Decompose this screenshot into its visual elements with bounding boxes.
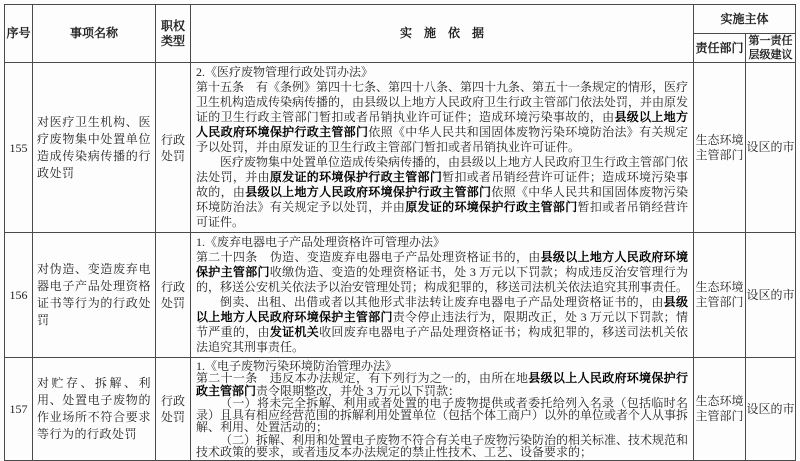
level-cell: 设区的市 xyxy=(746,358,796,461)
row-seq: 157 xyxy=(5,358,33,461)
item-name-cell: 对医疗卫生机构、医疗废物集中处置单位造成传染病传播的行政处罚 xyxy=(33,63,156,233)
legal-basis-cell: 1.《废弃电器电子产品处理资格许可管理办法》 第二十四条 伪造、变造废弃电器电子产品处理资格证书的，由县级以上地方人民政府环境保护主管部门收缴伪造、变造的处理资格证书，处 3 万元以下罚款；构成违反治安管理行为的，移送公安机关依法予以治安管理处罚；构成犯罪的，移送司法机关依法追究其刑事责任。 倒卖、出租、出借或者以其他形式非法转让废弃电器电子产品处理资格证书的，由县级以上地方人民政府环境保护主管部门责令停止违法行为，限期改正，处 3 万元以下罚款；情节严重的，由发证机关收回废弃电器电子产品处理资格证书；构成犯罪的，移送司法机关依法追究其刑事责任。 xyxy=(191,233,694,358)
header-level: 第一责任层级建议 xyxy=(746,34,796,63)
item-name-cell: 对伪造、变造废弃电器电子产品处理资格证书等行为的行政处罚 xyxy=(33,233,156,358)
header-subject: 实施主体 xyxy=(694,5,796,34)
authority-items-table xyxy=(4,4,796,461)
department-cell: 生态环境主管部门 xyxy=(694,233,746,358)
table-row xyxy=(5,358,796,461)
level-cell: 设区的市 xyxy=(746,63,796,233)
table-row xyxy=(5,233,796,358)
row-seq: 155 xyxy=(5,63,33,233)
header-department: 责任部门 xyxy=(694,34,746,63)
power-type-cell: 行政处罚 xyxy=(156,63,191,233)
department-cell: 生态环境主管部门 xyxy=(694,358,746,461)
power-type-cell: 行政处罚 xyxy=(156,233,191,358)
document-page xyxy=(4,4,796,461)
row-seq: 156 xyxy=(5,233,33,358)
department-cell: 生态环境主管部门 xyxy=(694,63,746,233)
level-cell: 设区的市 xyxy=(746,233,796,358)
header-basis: 实 施 依 据 xyxy=(191,5,694,63)
header-seq: 序号 xyxy=(5,5,33,63)
header-item-name: 事项名称 xyxy=(33,5,156,63)
power-type-cell: 行政处罚 xyxy=(156,358,191,461)
legal-basis-cell: 2.《医疗废物管理行政处罚办法》 第十五条 有《条例》第四十七条、第四十八条、第四十九条、第五十一条规定的情形，医疗卫生机构造成传染病传播的，由县级以上地方人民政府卫生行政主管部门依法处罚，并由原发证的卫生行政主管部门暂扣或者吊销执业许可证件；造成环境污染事故的，由县级以上地方人民政府环境保护行政主管部门依照《中华人民共和国固体废物污染环境防治法》有关规定予以处罚，并由原发证的卫生行政主管部门暂扣或者吊销执业许可证件。 医疗废物集中处置单位造成传染病传播的，由县级以上地方人民政府卫生行政主管部门依法处罚，并由原发证的环境保护行政主管部门暂扣或者吊销经营许可证件；造成环境污染事故的，由县级以上地方人民政府环境保护行政主管部门依照《中华人民共和国固体废物污染环境防治法》有关规定予以处罚，并由原发证的环境保护行政主管部门暂扣或者吊销经营许可证件。 xyxy=(191,63,694,233)
header-power-type: 职权类型 xyxy=(156,5,191,63)
table-row xyxy=(5,63,796,233)
item-name-cell: 对贮存、拆解、利用、处置电子废物的作业场所不符合要求等行为的行政处罚 xyxy=(33,358,156,461)
legal-basis-cell: 1.《电子废物污染环境防治管理办法》 第二十一条 违反本办法规定，有下列行为之一的，由所在地县级以上人民政府环境保护行政主管部门责令限期整改，并处 3 万元以下罚款： （一）将未完全拆解、利用或者处置的电子废物提供或者委托给列入名录（包括临时名录）且具有相应经营范围的拆解利用处置单位（包括个体工商户）以外的单位或者个人从事拆解、利用、处置活动的； （二）拆解、利用和处置电子废物不符合有关电子废物污染防治的相关标准、技术规范和技术政策的要求，或者违反本办法规定的禁止性技术、工艺、设备要求的； xyxy=(191,358,694,461)
